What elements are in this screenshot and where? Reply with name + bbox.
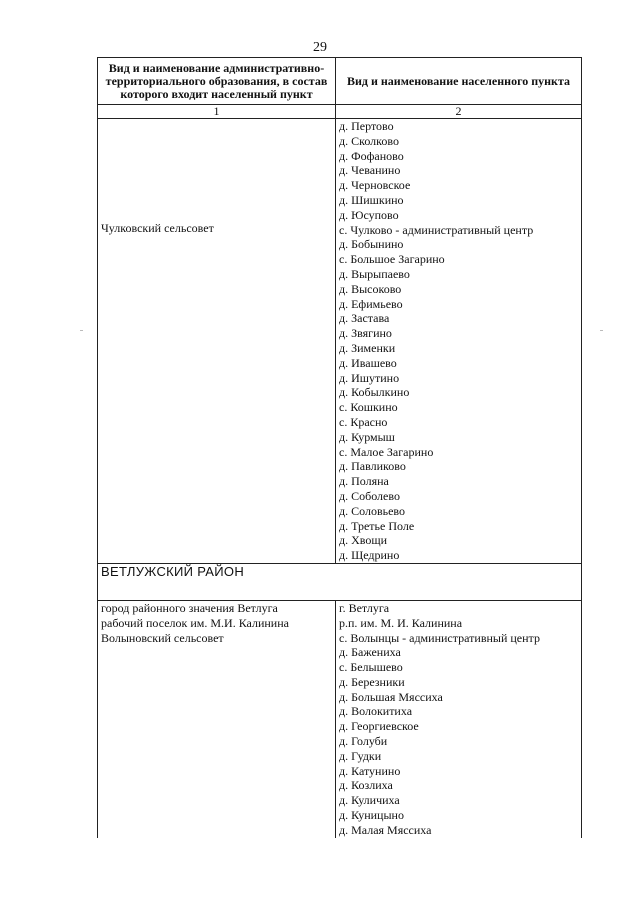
settlement-item: д. Сколково xyxy=(339,133,399,148)
settlement-item: д. Гудки xyxy=(339,748,382,763)
settlement-list xyxy=(336,119,582,564)
settlement-item: д. Георгиевское xyxy=(339,719,419,734)
district-row xyxy=(98,563,582,600)
settlement-item: д. Фофаново xyxy=(339,148,404,163)
settlement-item: д. Большая Мяссиха xyxy=(339,689,443,704)
settlement-item: р.п. им. М. И. Калинина xyxy=(339,615,463,630)
settlement-item: с. Кошкино xyxy=(339,400,398,415)
settlement-item: д. Куличиха xyxy=(339,793,400,808)
settlement-item: д. Черновское xyxy=(339,178,411,193)
admin-unit-cell xyxy=(98,600,336,837)
settlement-item: д. Куницыно xyxy=(339,808,404,823)
settlement-item: с. Чулково - административный центр xyxy=(339,222,534,237)
admin-unit-name: Чулковский сельсовет xyxy=(101,221,214,235)
admin-unit-name: город районного значения Ветлуга xyxy=(101,600,278,615)
settlement-item: д. Бобынино xyxy=(339,237,404,252)
admin-unit-name: Волыновский сельсовет xyxy=(101,630,224,645)
scan-mark xyxy=(80,330,83,331)
settlement-item: д. Чеванино xyxy=(339,163,401,178)
header-admin-unit: Вид и наименование административно-территориального образования, в состав которого входит населенный пункт xyxy=(98,58,336,105)
table-row xyxy=(98,119,582,564)
settlement-item: д. Волокитиха xyxy=(339,704,413,719)
settlement-item: д. Хвощи xyxy=(339,533,388,548)
settlement-item: д. Козлиха xyxy=(339,778,393,793)
settlement-item: с. Малое Загарино xyxy=(339,444,434,459)
settlement-item: д. Пертово xyxy=(339,119,394,133)
settlement-item: д. Ишутино xyxy=(339,370,400,385)
column-number-row xyxy=(98,105,582,119)
district-heading: ВЕТЛУЖСКИЙ РАЙОН xyxy=(98,563,582,600)
settlement-item: д. Соловьево xyxy=(339,503,405,518)
settlement-item: д. Ивашево xyxy=(339,355,397,370)
settlements-table xyxy=(97,57,582,838)
admin-unit-name: рабочий поселок им. М.И. Калинина xyxy=(101,615,289,630)
settlement-item: д. Соболево xyxy=(339,488,400,503)
admin-unit-cell xyxy=(98,119,336,564)
settlement-item: д. Юсупово xyxy=(339,207,399,222)
settlement-item: д. Малая Мяссиха xyxy=(339,822,432,837)
settlement-item: с. Белышево xyxy=(339,660,403,675)
settlement-item: д. Поляна xyxy=(339,474,389,489)
settlement-item: с. Волынцы - административный центр xyxy=(339,630,540,645)
page-number: 29 xyxy=(313,40,327,55)
settlement-item: д. Павликово xyxy=(339,459,406,474)
settlement-item: д. Ефимьево xyxy=(339,296,403,311)
table-header-row xyxy=(98,58,582,105)
settlement-item: д. Звягино xyxy=(339,326,392,341)
header-settlement: Вид и наименование населенного пункта xyxy=(336,58,582,105)
settlement-item: д. Третье Поле xyxy=(339,518,415,533)
settlement-item: д. Курмыш xyxy=(339,429,395,444)
settlement-item: д. Катунино xyxy=(339,763,401,778)
settlement-item: д. Шишкино xyxy=(339,192,404,207)
settlement-item: д. Щедрино xyxy=(339,548,400,563)
settlement-item: д. Березники xyxy=(339,674,405,689)
settlement-item: д. Голуби xyxy=(339,734,388,749)
settlement-item: г. Ветлуга xyxy=(339,600,390,615)
table-row xyxy=(98,600,582,837)
settlement-item: д. Вырыпаево xyxy=(339,266,410,281)
settlement-item: с. Красно xyxy=(339,414,388,429)
column-number-2: 2 xyxy=(336,105,582,119)
settlement-list xyxy=(336,600,582,837)
column-number-1: 1 xyxy=(98,105,336,119)
settlement-item: д. Застава xyxy=(339,311,390,326)
settlement-item: д. Бажениха xyxy=(339,645,401,660)
settlement-item: д. Зименки xyxy=(339,340,396,355)
scan-mark xyxy=(600,330,603,331)
settlement-item: с. Большое Загарино xyxy=(339,252,445,267)
settlement-item: д. Высоково xyxy=(339,281,402,296)
settlement-item: д. Кобылкино xyxy=(339,385,410,400)
